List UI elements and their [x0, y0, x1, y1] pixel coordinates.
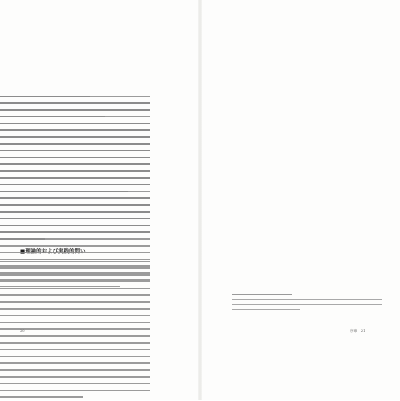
- text-line: [0, 175, 150, 182]
- text-line: [0, 249, 150, 256]
- text-line: [0, 161, 150, 168]
- text-line: [0, 346, 150, 353]
- text-line: [0, 168, 150, 175]
- text-line: [0, 100, 150, 107]
- text-line: [0, 319, 150, 326]
- text-line: [0, 120, 150, 127]
- text-line: [0, 229, 150, 236]
- text-line: [0, 202, 150, 209]
- text-line: [0, 113, 150, 120]
- text-line: [0, 270, 150, 277]
- text-line: [0, 215, 150, 222]
- page-number-left: 20: [20, 329, 25, 333]
- text-line: [0, 312, 150, 319]
- text-line: [0, 299, 150, 306]
- text-line: [0, 93, 150, 100]
- text-line: [0, 256, 150, 263]
- text-line: [0, 374, 150, 381]
- text-line: [0, 367, 150, 374]
- text-line: [0, 222, 150, 229]
- text-line: [0, 107, 150, 114]
- text-line: [232, 307, 382, 312]
- text-line: [0, 292, 150, 299]
- text-line: [0, 340, 150, 347]
- footnote-text: [232, 297, 382, 312]
- text-line: [0, 141, 150, 148]
- right-page: [200, 0, 400, 400]
- right-body-text: [0, 93, 150, 290]
- text-line: [0, 263, 150, 270]
- text-line: [0, 147, 150, 154]
- text-line: [0, 188, 150, 195]
- text-line: [0, 195, 150, 202]
- text-line: [0, 209, 150, 216]
- text-line: [0, 306, 150, 313]
- text-line: [0, 181, 150, 188]
- text-line: [0, 387, 150, 394]
- text-line: [0, 380, 150, 387]
- text-line: [0, 360, 150, 367]
- text-line: [0, 154, 150, 161]
- text-line: [0, 353, 150, 360]
- text-line: [0, 333, 150, 340]
- footnote-rule: [232, 294, 292, 295]
- text-line: [0, 283, 150, 290]
- text-line: [0, 127, 150, 134]
- page-gutter: [198, 0, 202, 400]
- text-line: [0, 243, 150, 250]
- text-line: [0, 134, 150, 141]
- page-number-right: 序章 21: [350, 329, 366, 333]
- text-line: [0, 236, 150, 243]
- text-line: [0, 277, 150, 284]
